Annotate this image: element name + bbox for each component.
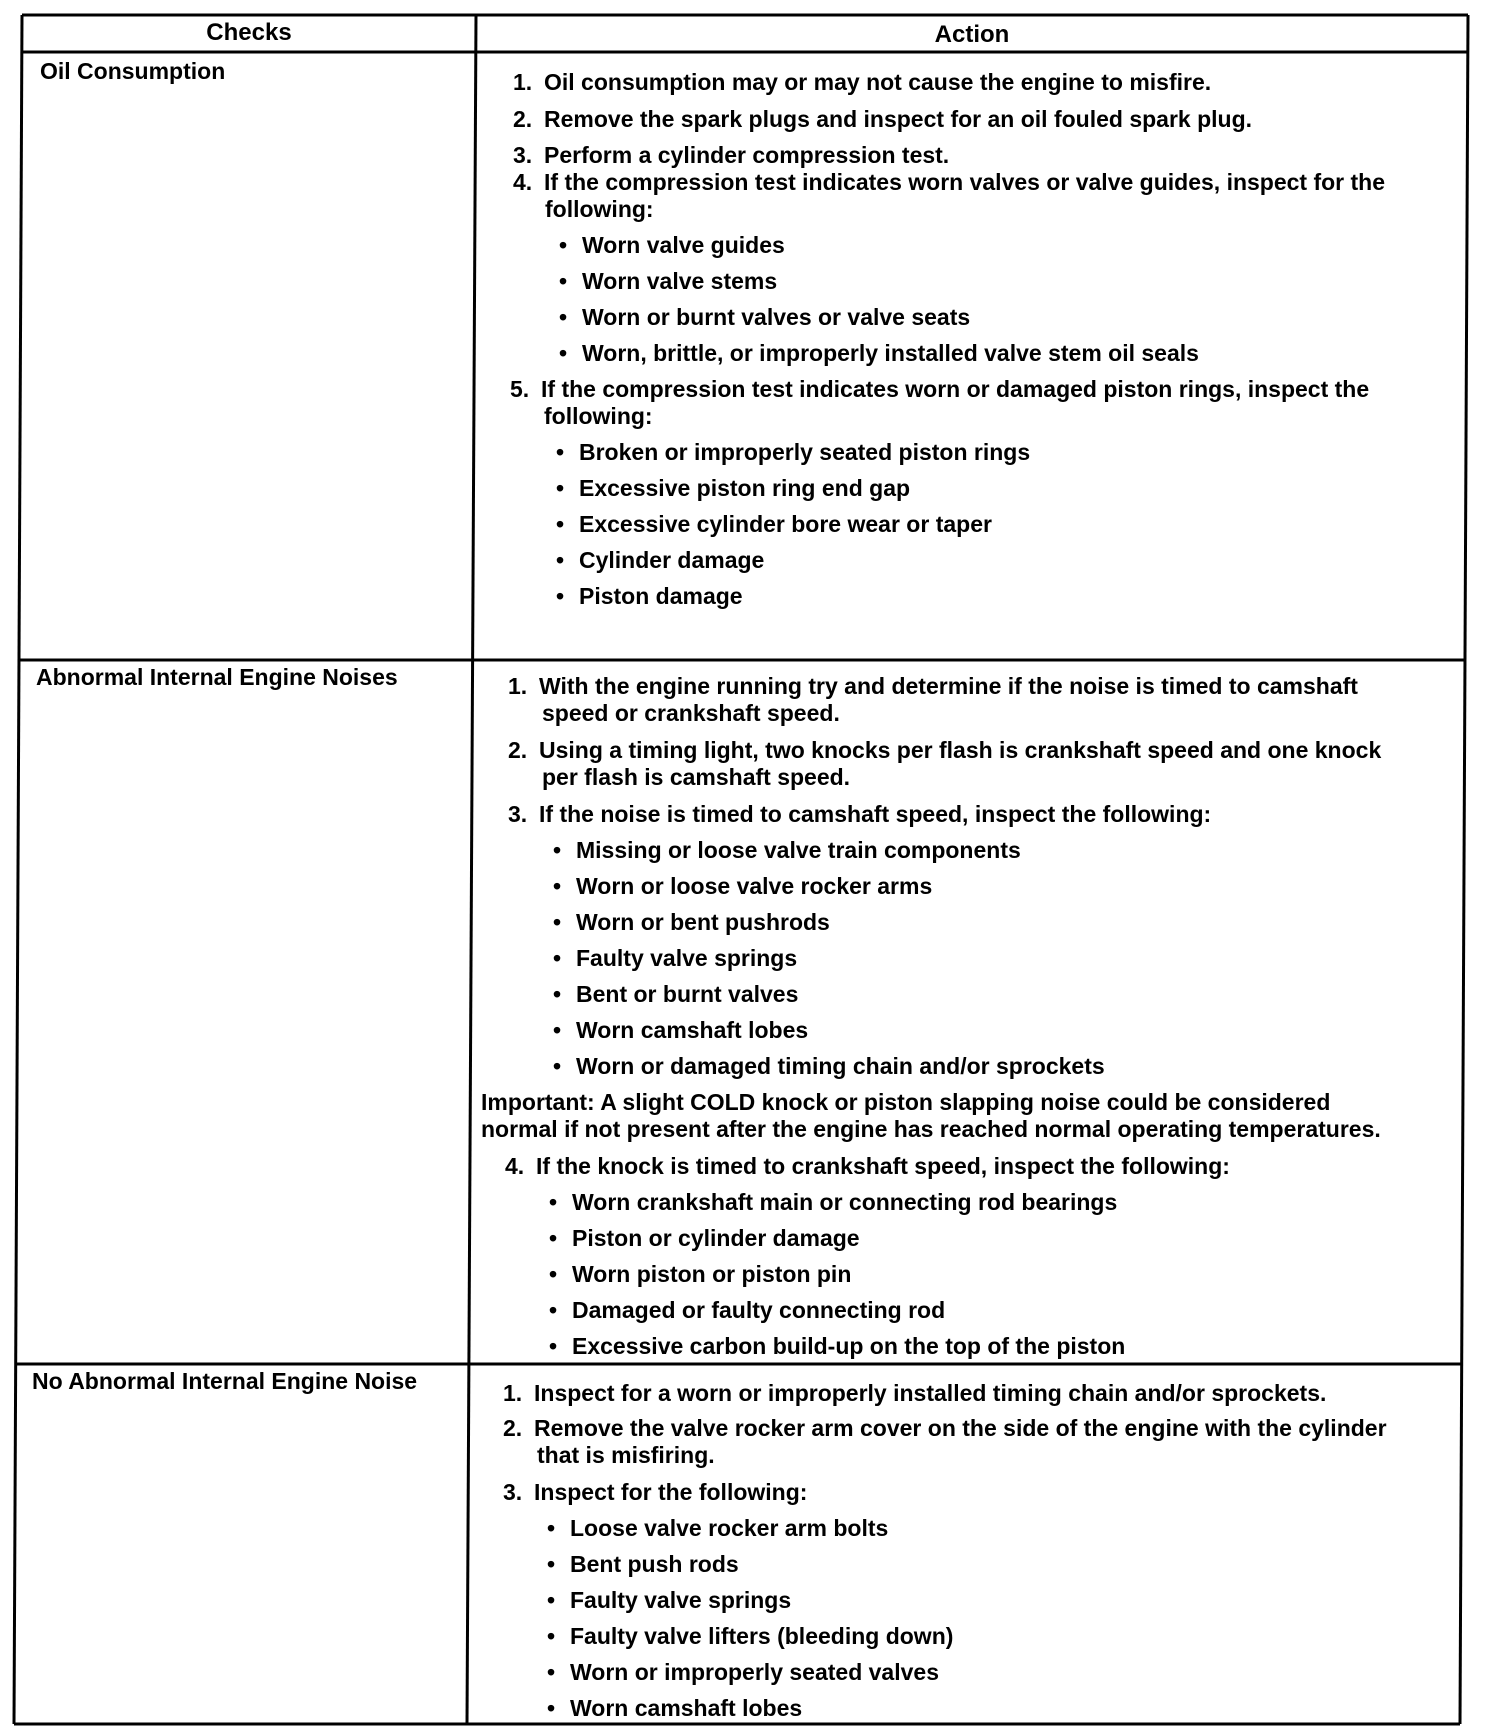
bullet-item: • Worn piston or piston pin: [549, 1261, 852, 1287]
list-item: [505, 1153, 1230, 1180]
bullet-icon: •: [559, 304, 568, 330]
bullet-item: • Worn crankshaft main or connecting rod bearings: [549, 1189, 1118, 1215]
header-checks: Checks: [206, 19, 292, 46]
table-column-divider: [467, 15, 476, 1724]
item-text: If the knock is timed to crankshaft speed, inspect the following:: [536, 1153, 1230, 1179]
item-number: 3.: [513, 142, 533, 168]
bullet-icon: •: [553, 909, 562, 935]
item-text: Using a timing light, two knocks per flash is crankshaft speed and one knock: [539, 737, 1382, 763]
bullet-icon: •: [556, 547, 565, 573]
bullet-icon: •: [556, 583, 565, 609]
bullet-item: • Piston or cylinder damage: [549, 1225, 860, 1251]
bullet-icon: •: [547, 1695, 556, 1721]
bullet-item: • Cylinder damage: [556, 547, 765, 573]
item-number: 3.: [508, 801, 528, 827]
bullet-icon: •: [553, 873, 562, 899]
item-text: Inspect for the following:: [534, 1479, 808, 1505]
list-item: [513, 142, 949, 169]
item-continuation: following:: [544, 403, 653, 429]
check-oil-consumption: Oil Consumption: [40, 58, 226, 84]
item-number: 1.: [513, 69, 533, 95]
item-continuation: per flash is camshaft speed.: [542, 764, 851, 790]
bullet-item: • Worn valve stems: [559, 268, 778, 294]
item-number: 1.: [503, 1380, 523, 1406]
list-item: [508, 801, 1211, 828]
bullet-item: • Excessive carbon build-up on the top of the piston: [549, 1333, 1126, 1359]
bullet-icon: •: [556, 475, 565, 501]
list-item: [503, 1415, 1387, 1442]
item-text: If the compression test indicates worn or damaged piston rings, inspect the: [541, 376, 1370, 402]
list-item: [510, 376, 1369, 403]
important-text: A slight COLD knock or piston slapping noise could be considered: [600, 1089, 1331, 1115]
list-item: [503, 1380, 1326, 1407]
check-abnormal-internal-engine-noises: Abnormal Internal Engine Noises: [36, 664, 398, 690]
bullet-item: • Excessive piston ring end gap: [556, 475, 911, 501]
item-continuation: following:: [545, 196, 654, 222]
bullet-icon: •: [549, 1261, 558, 1287]
bullet-icon: •: [553, 837, 562, 863]
bullet-icon: •: [559, 340, 568, 366]
list-item: [513, 106, 1252, 133]
item-text: Perform a cylinder compression test.: [544, 142, 950, 168]
bullet-icon: •: [556, 511, 565, 537]
bullet-item: • Worn or damaged timing chain and/or sprockets: [553, 1053, 1105, 1079]
item-text: Remove the spark plugs and inspect for an oil fouled spark plug.: [544, 106, 1253, 132]
bullet-item: • Excessive cylinder bore wear or taper: [556, 511, 992, 537]
bullet-item: • Missing or loose valve train components: [553, 837, 1021, 863]
item-text: If the noise is timed to camshaft speed, inspect the following:: [539, 801, 1212, 827]
bullet-item: • Worn or burnt valves or valve seats: [559, 304, 971, 330]
list-item: [508, 737, 1381, 764]
item-text: Oil consumption may or may not cause the engine to misfire.: [544, 69, 1212, 95]
bullet-icon: •: [547, 1515, 556, 1541]
bullet-item: • Faulty valve springs: [553, 945, 798, 971]
bullet-icon: •: [547, 1623, 556, 1649]
bullet-icon: •: [559, 268, 568, 294]
check-no-abnormal-internal-engine-noise: No Abnormal Internal Engine Noise: [32, 1368, 418, 1394]
bullet-icon: •: [547, 1587, 556, 1613]
bullet-item: • Damaged or faulty connecting rod: [549, 1297, 946, 1323]
item-number: 4.: [513, 169, 533, 195]
bullet-icon: •: [553, 981, 562, 1007]
bullet-item: • Faulty valve springs: [547, 1587, 792, 1613]
bullet-item: • Bent push rods: [547, 1551, 739, 1577]
item-text: With the engine running try and determine if the noise is timed to camshaft: [539, 673, 1358, 699]
bullet-icon: •: [549, 1225, 558, 1251]
item-number: 5.: [510, 376, 530, 402]
bullet-item: • Worn or improperly seated valves: [547, 1659, 939, 1685]
item-number: 2.: [513, 106, 533, 132]
important-note: [481, 1089, 1330, 1116]
table-border-right: [1460, 15, 1468, 1724]
bullet-item: • Faulty valve lifters (bleeding down): [547, 1623, 954, 1649]
item-continuation: speed or crankshaft speed.: [542, 700, 840, 726]
bullet-icon: •: [549, 1189, 558, 1215]
bullet-item: • Piston damage: [556, 583, 743, 609]
bullet-icon: •: [549, 1333, 558, 1359]
bullet-icon: •: [547, 1659, 556, 1685]
list-item: [508, 673, 1358, 700]
table-border-left: [14, 15, 22, 1724]
item-continuation: that is misfiring.: [537, 1442, 715, 1468]
item-number: 1.: [508, 673, 528, 699]
bullet-item: • Worn camshaft lobes: [547, 1695, 803, 1721]
item-text: Inspect for a worn or improperly installed timing chain and/or sprockets.: [534, 1380, 1327, 1406]
bullet-item: • Broken or improperly seated piston rings: [556, 439, 1031, 465]
bullet-item: • Worn or loose valve rocker arms: [553, 873, 933, 899]
bullet-icon: •: [549, 1297, 558, 1323]
list-item: [503, 1479, 807, 1506]
bullet-item: • Worn camshaft lobes: [553, 1017, 809, 1043]
list-item: [513, 169, 1385, 196]
bullet-icon: •: [547, 1551, 556, 1577]
bullet-icon: •: [553, 1017, 562, 1043]
important-label: Important:: [481, 1089, 595, 1115]
bullet-item: • Worn, brittle, or improperly installed valve stem oil seals: [559, 340, 1199, 366]
bullet-icon: •: [559, 232, 568, 258]
bullet-icon: •: [556, 439, 565, 465]
bullet-icon: •: [553, 1053, 562, 1079]
bullet-item: • Worn or bent pushrods: [553, 909, 830, 935]
bullet-item: • Bent or burnt valves: [553, 981, 799, 1007]
item-number: 3.: [503, 1479, 523, 1505]
item-text: Remove the valve rocker arm cover on the side of the engine with the cylinder: [534, 1415, 1387, 1441]
important-note-continuation: normal if not present after the engine has reached normal operating temperatures.: [481, 1116, 1381, 1142]
item-text: If the compression test indicates worn valves or valve guides, inspect for the: [544, 169, 1386, 195]
bullet-item: • Loose valve rocker arm bolts: [547, 1515, 889, 1541]
item-number: 2.: [503, 1415, 523, 1441]
bullet-icon: •: [553, 945, 562, 971]
list-item: [513, 69, 1211, 96]
item-number: 2.: [508, 737, 528, 763]
header-action: Action: [934, 21, 1010, 48]
item-number: 4.: [505, 1153, 525, 1179]
bullet-item: • Worn valve guides: [559, 232, 785, 258]
